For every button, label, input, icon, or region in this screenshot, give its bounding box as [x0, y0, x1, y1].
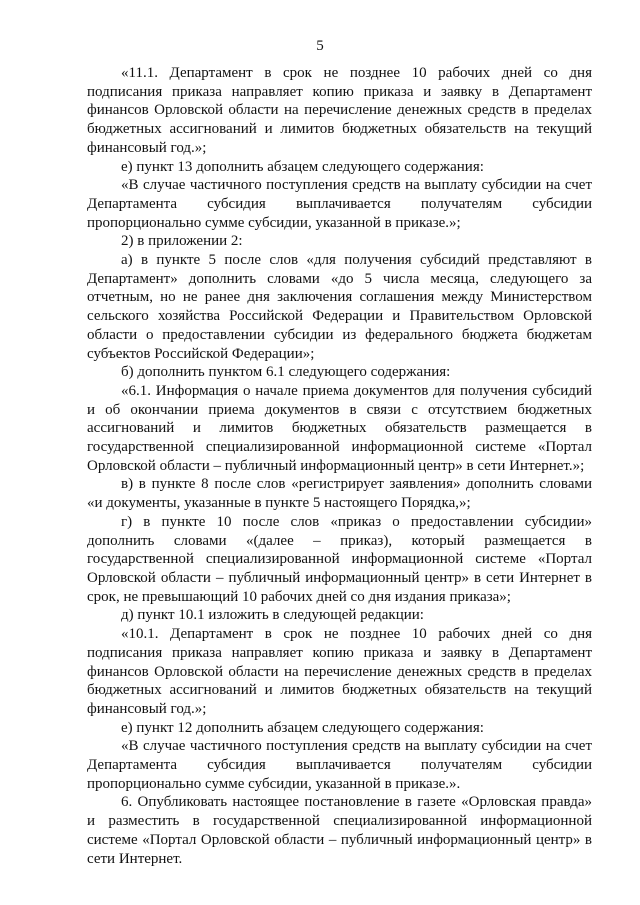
- paragraph-partial-funding-12: «В случае частичного поступления средств на выплату субсидии на счет Департамента субсидия выплачивается получателям субсидии пропорционально сумме субсидии, указанной в приказе.».: [87, 738, 592, 792]
- paragraph-subitem-d-10-1: д) пункт 10.1 изложить в следующей редакции:: [121, 607, 424, 624]
- paragraph-subitem-b-6-1: б) дополнить пунктом 6.1 следующего содержания:: [121, 364, 451, 381]
- paragraph-subitem-g-10: г) в пункте 10 после слов «приказ о предоставлении субсидии» дополнить словами «(далее – приказ), который размещается в государственной специализированной информационной системе «Портал Орловской области – публичный информационный центр» в сети Интернет в срок, не превышающий 10 рабочих дней со дня издания приказа»;: [87, 513, 592, 605]
- paragraph-item-6-1: «6.1. Информация о начале приема документов для получения субсидий и об окончании приема документов в связи с отсутствием бюджетных ассигнований и лимитов бюджетных обязательств размещается в государственной специализированной информационной системе «Портал Орловской области – публичный информационный центр» в сети Интернет.»;: [87, 382, 592, 474]
- page-number: 5: [316, 38, 324, 54]
- paragraph-item-6-publish: 6. Опубликовать настоящее постановление в газете «Орловская правда» и разместить в государственной специализированной информационной системе «Портал Орловской области – публичный информационный центр» в сети Интернет.: [87, 794, 592, 867]
- paragraph-subitem-e-12: е) пункт 12 дополнить абзацем следующего содержания:: [121, 719, 484, 736]
- paragraph-item-10-1: «10.1. Департамент в срок не позднее 10 рабочих дней со дня подписания приказа направляет копию приказа и заявку в Департамент финансов Орловской области на перечисление денежных средств в пределах бюджетных ассигнований и лимитов бюджетных обязательств на текущий финансовый год.»;: [87, 626, 592, 717]
- paragraph-subitem-e-13: е) пункт 13 дополнить абзацем следующего содержания:: [121, 158, 484, 175]
- document-body: [87, 64, 592, 868]
- paragraph-subitem-a-5: а) в пункте 5 после слов «для получения субсидий представляют в Департамент» дополнить словами «до 5 числа месяца, следующего за отчетным, но не ранее дня заключения соглашения между Министерством сельского хозяйства Российской Федерации и Правительством Орловской области о предоставлении субсидии из федерального бюджета бюджетам субъектов Российской Федерации»;: [87, 252, 592, 362]
- paragraph-appendix-2: 2) в приложении 2:: [121, 233, 243, 250]
- paragraph-partial-funding-13: «В случае частичного поступления средств на выплату субсидии на счет Департамента субсидия выплачивается получателям субсидии пропорционально сумме субсидии, указанной в приказе.»;: [87, 177, 592, 231]
- paragraph-item-11-1: «11.1. Департамент в срок не позднее 10 рабочих дней со дня подписания приказа направляет копию приказа и заявку в Департамент финансов Орловской области на перечисление денежных средств в пределах бюджетных ассигнований и лимитов бюджетных обязательств на текущий финансовый год.»;: [87, 65, 592, 156]
- paragraph-subitem-v-8: в) в пункте 8 после слов «регистрирует заявления» дополнить словами «и документы, указанные в пункте 5 настоящего Порядка,»;: [87, 476, 592, 512]
